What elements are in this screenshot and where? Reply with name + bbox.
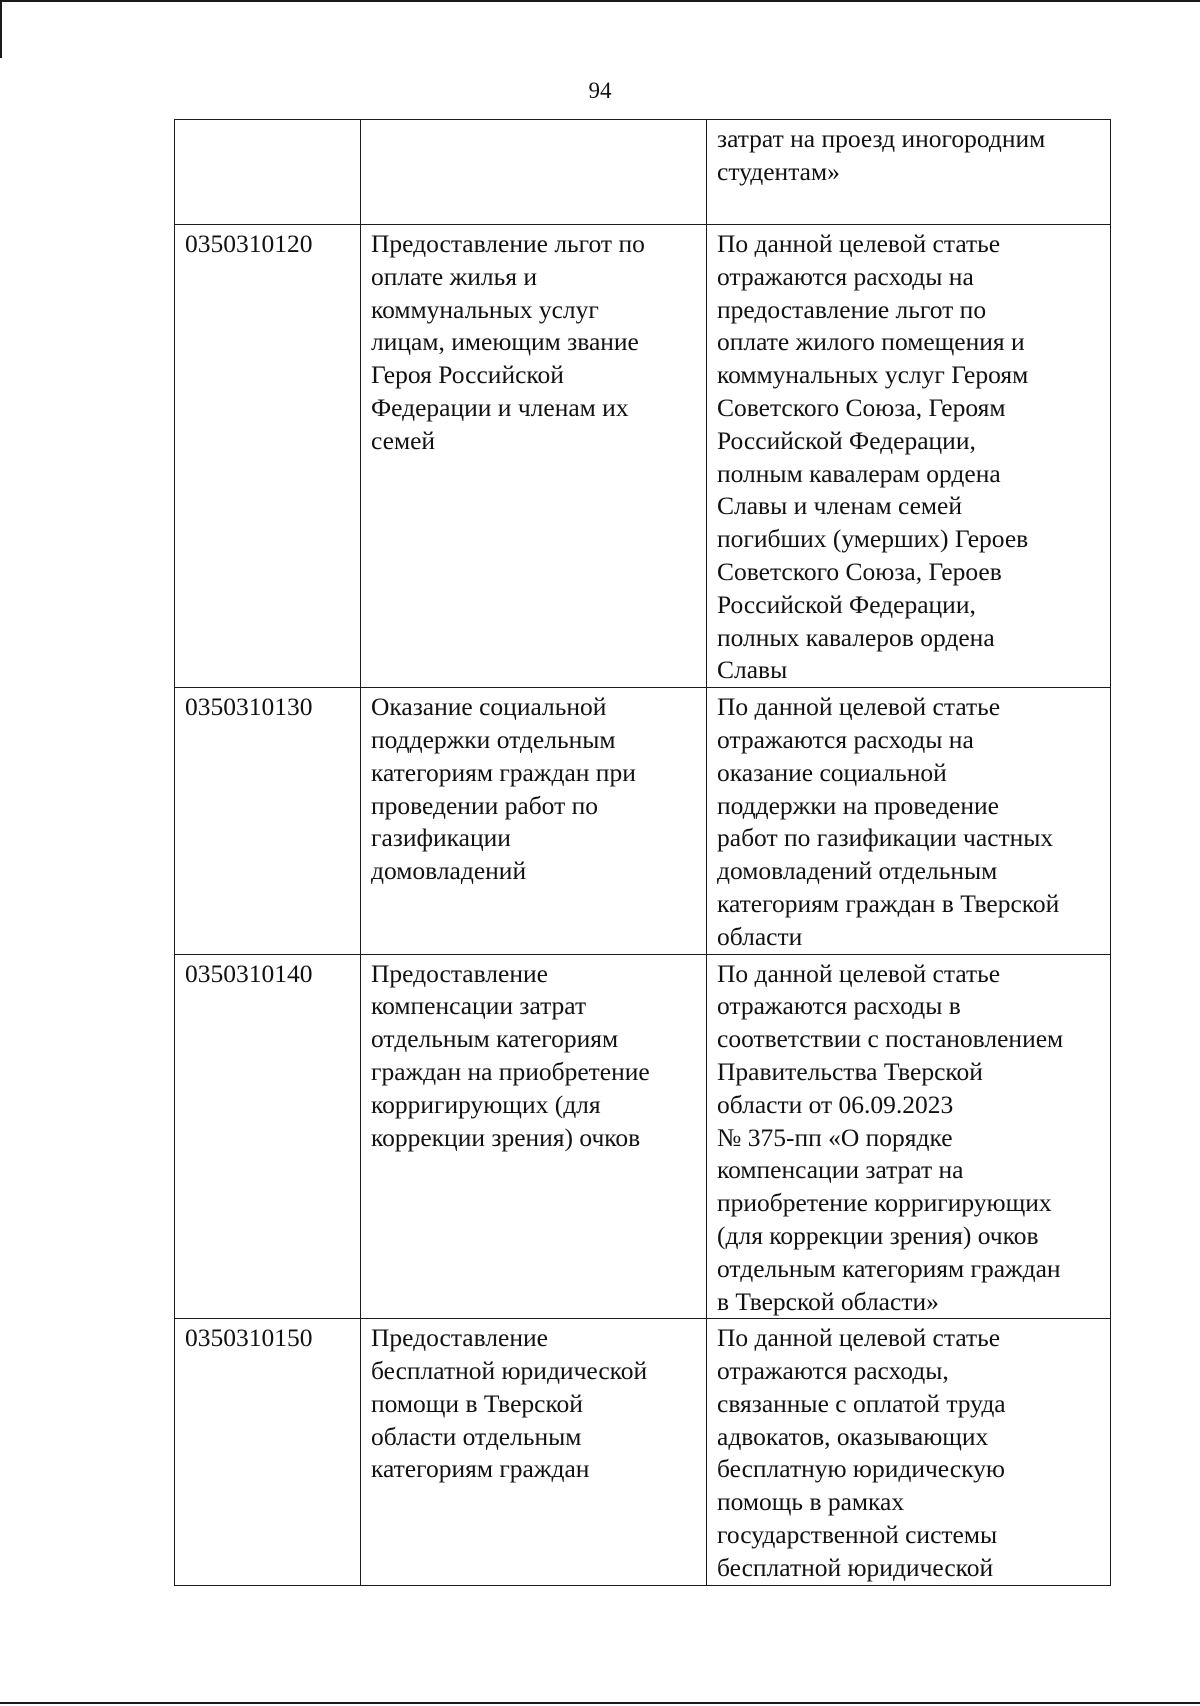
code-cell: 0350310150	[175, 1319, 361, 1585]
scan-border-bottom	[0, 1702, 1200, 1704]
table-row	[175, 225, 1111, 688]
table-row	[175, 1319, 1111, 1585]
description-cell: По данной целевой статье отражаются расходы в соответствии с постановлением Правительства Тверской области от 06.09.2023 № 375-пп «О порядке компенсации затрат на приобретение корригирующих (для коррекции зрения) очков отдельным категориям граждан в Тверской области»	[707, 954, 1111, 1319]
name-cell: Предоставление льгот по оплате жилья и коммунальных услуг лицам, имеющим звание Героя Российской Федерации и членам их семей	[361, 225, 707, 688]
description-cell: По данной целевой статье отражаются расходы, связанные с оплатой труда адвокатов, оказывающих бесплатную юридическую помощь в рамках государственной системы бесплатной юридической	[707, 1319, 1111, 1585]
name-cell: Предоставление бесплатной юридической помощи в Тверской области отдельным категориям граждан	[361, 1319, 707, 1585]
code-cell: 0350310140	[175, 954, 361, 1319]
description-cell: По данной целевой статье отражаются расходы на предоставление льгот по оплате жилого помещения и коммунальных услуг Героям Советского Союза, Героям Российской Федерации, полным кавалерам ордена Славы и членам семей погибших (умерших) Героев Советского Союза, Героев Российской Федерации, полных кавалеров ордена Славы	[707, 225, 1111, 688]
page-number: 94	[588, 78, 612, 103]
code-cell	[175, 120, 361, 225]
scan-border-top	[0, 0, 1200, 2]
table-row	[175, 954, 1111, 1319]
table-row	[175, 688, 1111, 954]
description-cell: По данной целевой статье отражаются расходы на оказание социальной поддержки на проведение работ по газификации частных домовладений отдельным категориям граждан в Тверской области	[707, 688, 1111, 954]
name-cell: Предоставление компенсации затрат отдельным категориям граждан на приобретение корригирующих (для коррекции зрения) очков	[361, 954, 707, 1319]
name-cell	[361, 120, 707, 225]
budget-classification-table	[174, 119, 1111, 1586]
name-cell: Оказание социальной поддержки отдельным категориям граждан при проведении работ по газификации домовладений	[361, 688, 707, 954]
code-cell: 0350310130	[175, 688, 361, 954]
table-row	[175, 120, 1111, 225]
code-cell: 0350310120	[175, 225, 361, 688]
scan-border-left	[0, 0, 2, 58]
description-cell: затрат на проезд иногородним студентам»	[707, 120, 1111, 225]
